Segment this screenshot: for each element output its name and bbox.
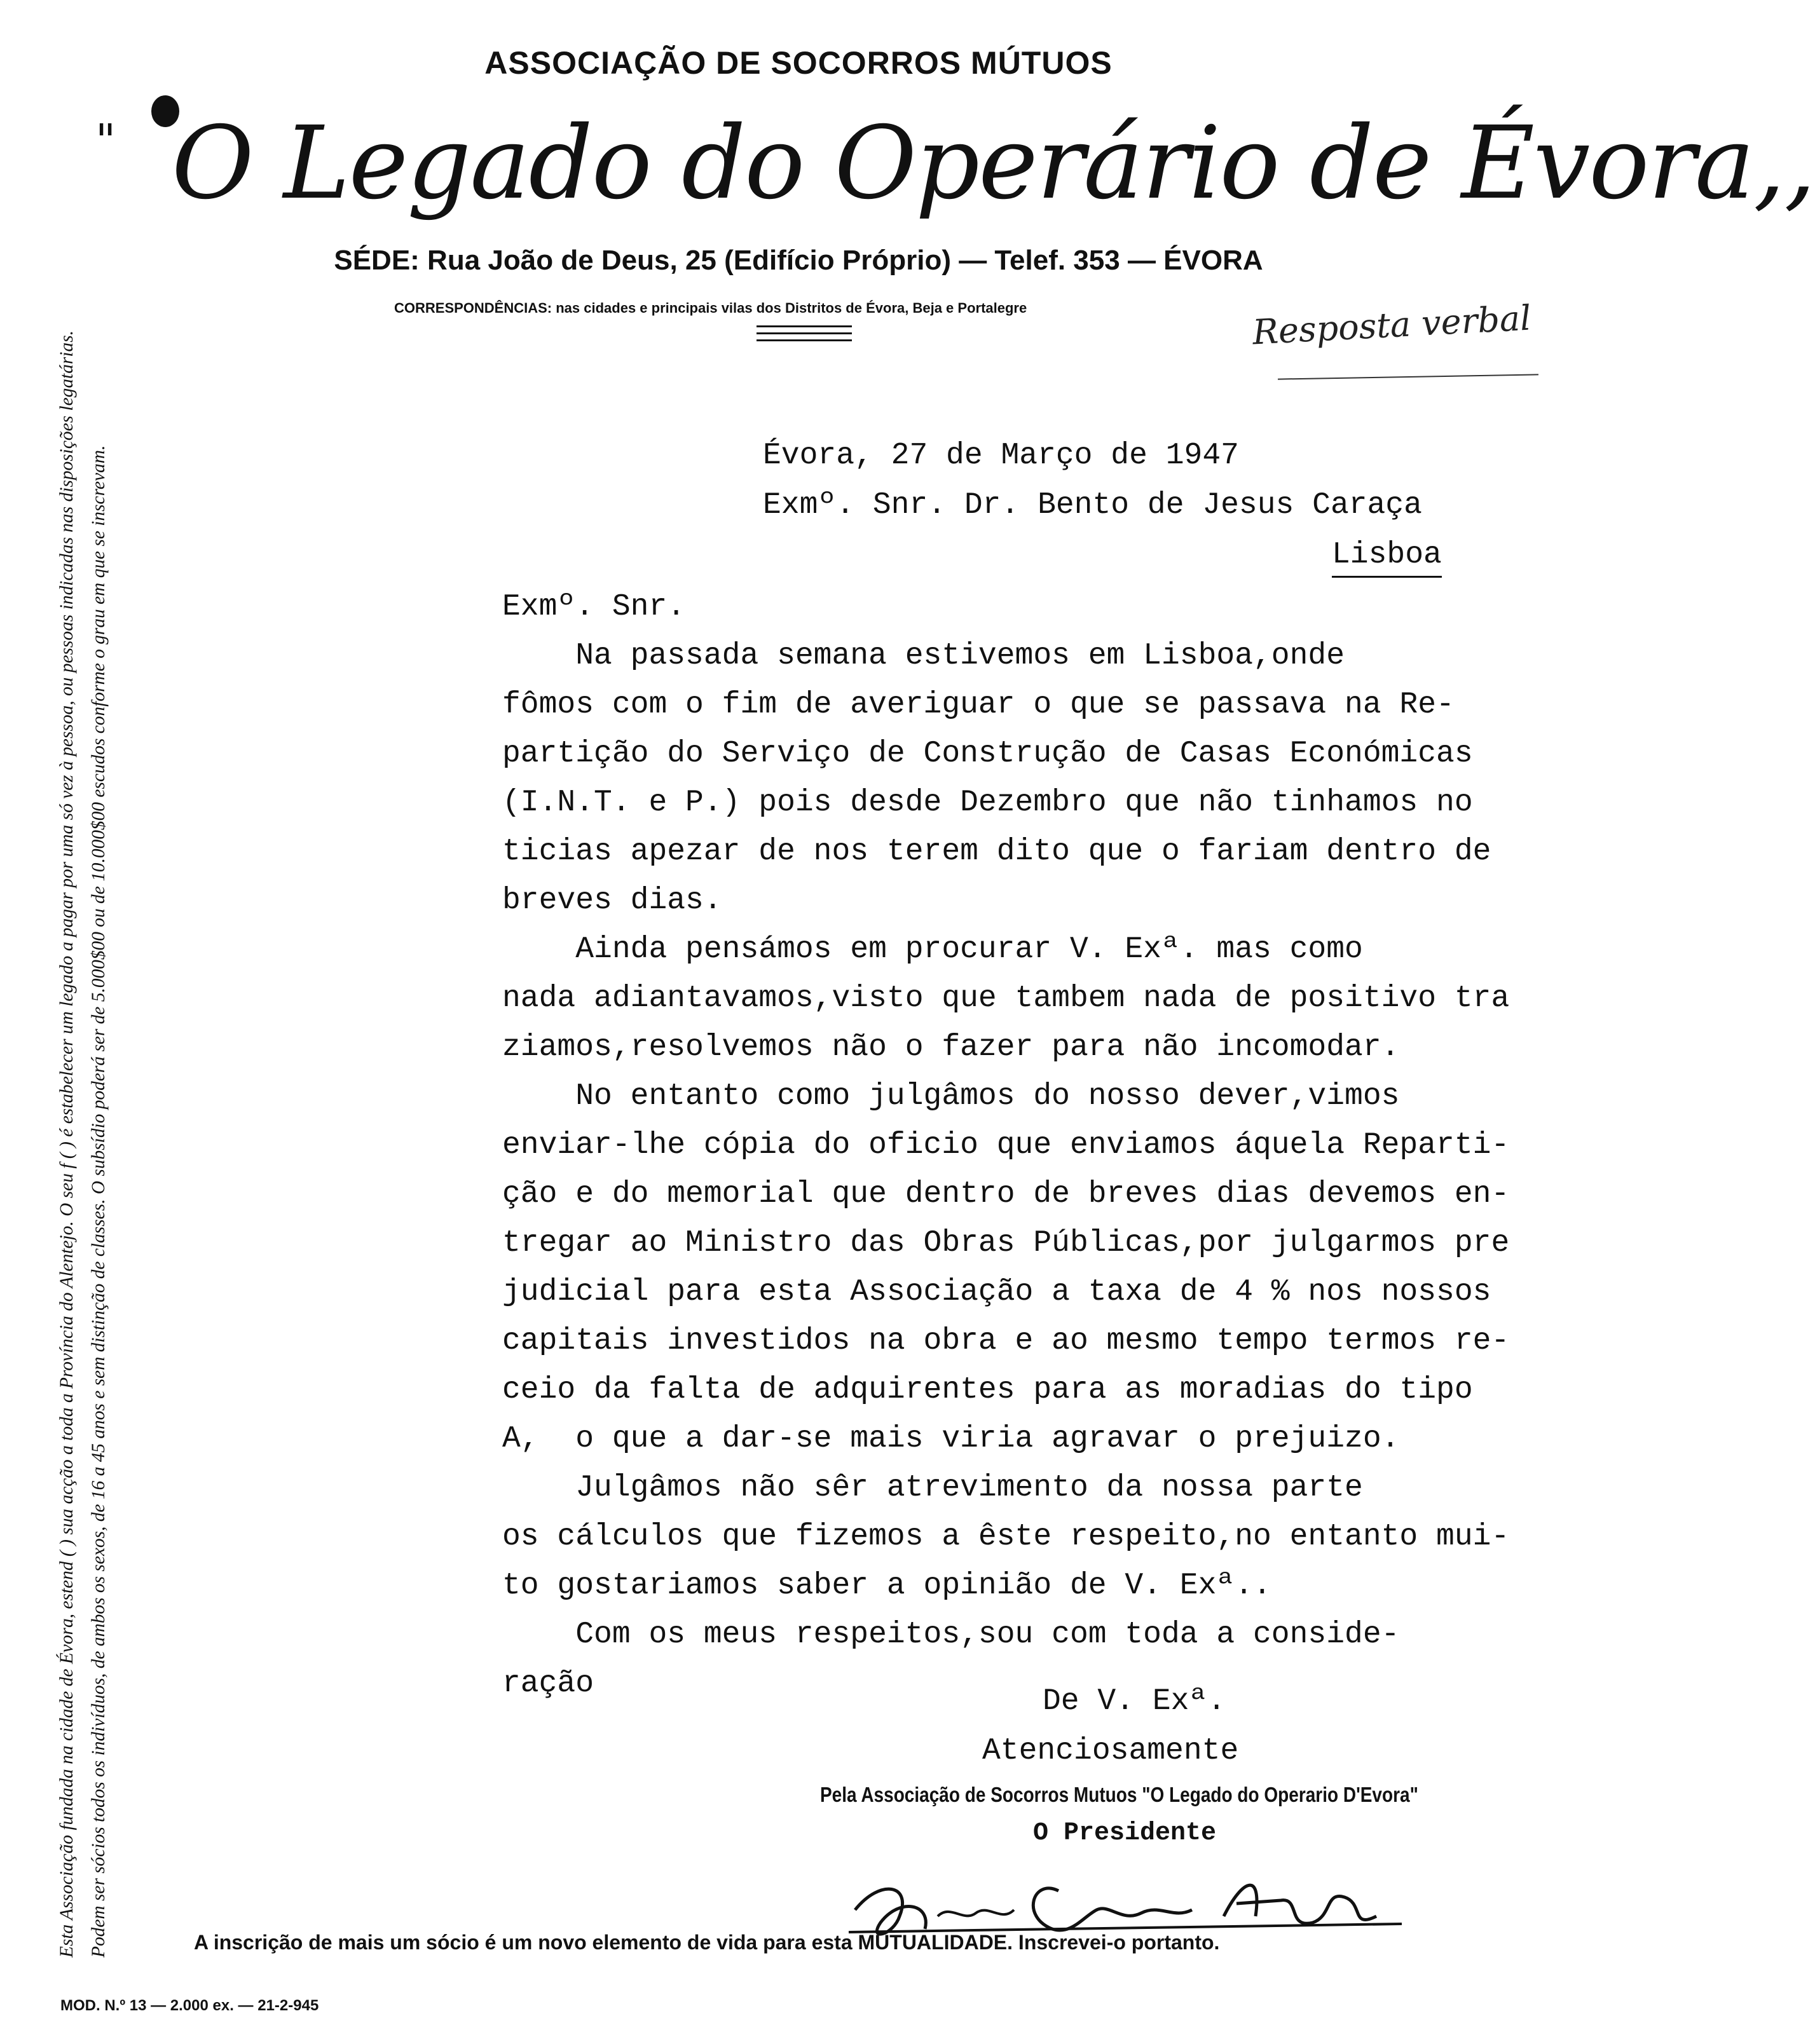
- body-line: tregar ao Ministro das Obras Públicas,por julgarmos pre: [502, 1226, 1510, 1260]
- closing-regards: Atenciosamente: [982, 1734, 1239, 1768]
- addressee-city: Lisboa: [1332, 538, 1442, 578]
- body-line: ção e do memorial que dentro de breves dias devemos en-: [502, 1177, 1510, 1211]
- body-line: breves dias.: [502, 883, 722, 918]
- body-line: os cálculos que fizemos a êste respeito,no entanto mui-: [502, 1520, 1510, 1554]
- salutation: Exmº. Snr.: [502, 590, 686, 624]
- association-stamp: Pela Associação de Socorros Mutuos "O Legado do Operario D'Evora": [820, 1782, 1418, 1806]
- letter-date: Évora, 27 de Março de 1947: [763, 439, 1239, 473]
- body-line: No entanto como julgâmos do nosso dever,vimos: [502, 1079, 1400, 1114]
- body-line: (I.N.T. e P.) pois desde Dezembro que não tinhamos no: [502, 786, 1473, 820]
- body-line: Na passada semana estivemos em Lisboa,onde: [502, 639, 1345, 673]
- side-note-column: [51, 330, 146, 1958]
- body-line: Com os meus respeitos,sou com toda a conside-: [502, 1618, 1400, 1652]
- handwritten-underline: [1278, 374, 1538, 379]
- body-line: fômos com o fim de averiguar o que se passava na Re-: [502, 688, 1455, 722]
- body-line: ceio da falta de adquirentes para as moradias do tipo: [502, 1373, 1473, 1407]
- body-line: ração: [502, 1666, 594, 1701]
- body-line: Ainda pensámos em procurar V. Exª. mas como: [502, 932, 1363, 967]
- body-line: A, o que a dar-se mais viria agravar o prejuizo.: [502, 1422, 1400, 1456]
- footer-inscription: A inscrição de mais um sócio é um novo elemento de vida para esta MUTUALIDADE. Inscrevei-o portanto.: [194, 1931, 1220, 1954]
- body-line: Julgâmos não sêr atrevimento da nossa parte: [502, 1471, 1363, 1505]
- body-line: ziamos,resolvemos não o fazer para não incomodar.: [502, 1030, 1400, 1065]
- closing-formula: De V. Exª.: [1043, 1684, 1226, 1719]
- association-title: ASSOCIAÇÃO DE SOCORROS MÚTUOS: [484, 45, 1113, 81]
- body-line: nada adiantavamos,visto que tambem nada de positivo tra: [502, 981, 1510, 1016]
- body-line: enviar-lhe cópia do oficio que enviamos áquela Reparti-: [502, 1128, 1510, 1162]
- opening-quote-mark: ": [95, 114, 116, 167]
- body-line: to gostariamos saber a opinião de V. Exª..: [502, 1569, 1271, 1603]
- body-line: ticias apezar de nos terem dito que o fariam dentro de: [502, 835, 1491, 869]
- addressee: Exmº. Snr. Dr. Bento de Jesus Caraça: [763, 488, 1422, 522]
- body-line: capitais investidos na obra e ao mesmo tempo termos re-: [502, 1324, 1510, 1358]
- form-model-number: MOD. N.º 13 — 2.000 ex. — 21-2-945: [60, 1997, 319, 2014]
- side-note: Esta Associação fundada na cidade de Évora, estend ( ) sua acção a toda a Província do Alentejo. O seu f ( ) é estabelecer um legado a pagar por uma só vez à pessoa, ou pessoas indicadas nas disposições legatárias. Podem ser sócios todos os indivíduos, de ambos os sexos, de 16 a 45 anos e sem distinção de classes. O subsídio poderá ser de 5.000$00 ou de 10.000$00 escudos conforme o grau em que se inscrevam.: [57, 330, 109, 1958]
- correspondence-line: CORRESPONDÊNCIAS: nas cidades e principais vilas dos Distritos de Évora, Beja e Portalegre: [394, 300, 1027, 316]
- body-line: partição do Serviço de Construção de Casas Económicas: [502, 737, 1473, 771]
- handwritten-note: Resposta verbal: [1251, 297, 1532, 353]
- organization-name: O Legado do Operário de Évora,,: [172, 105, 1815, 222]
- headquarters-address: SÉDE: Rua João de Deus, 25 (Edifício Próprio) — Telef. 353 — ÉVORA: [334, 245, 1263, 276]
- body-line: judicial para esta Associação a taxa de 4 % nos nossos: [502, 1275, 1491, 1309]
- stamp-title: O Presidente: [1033, 1819, 1217, 1848]
- header-divider: [757, 325, 852, 346]
